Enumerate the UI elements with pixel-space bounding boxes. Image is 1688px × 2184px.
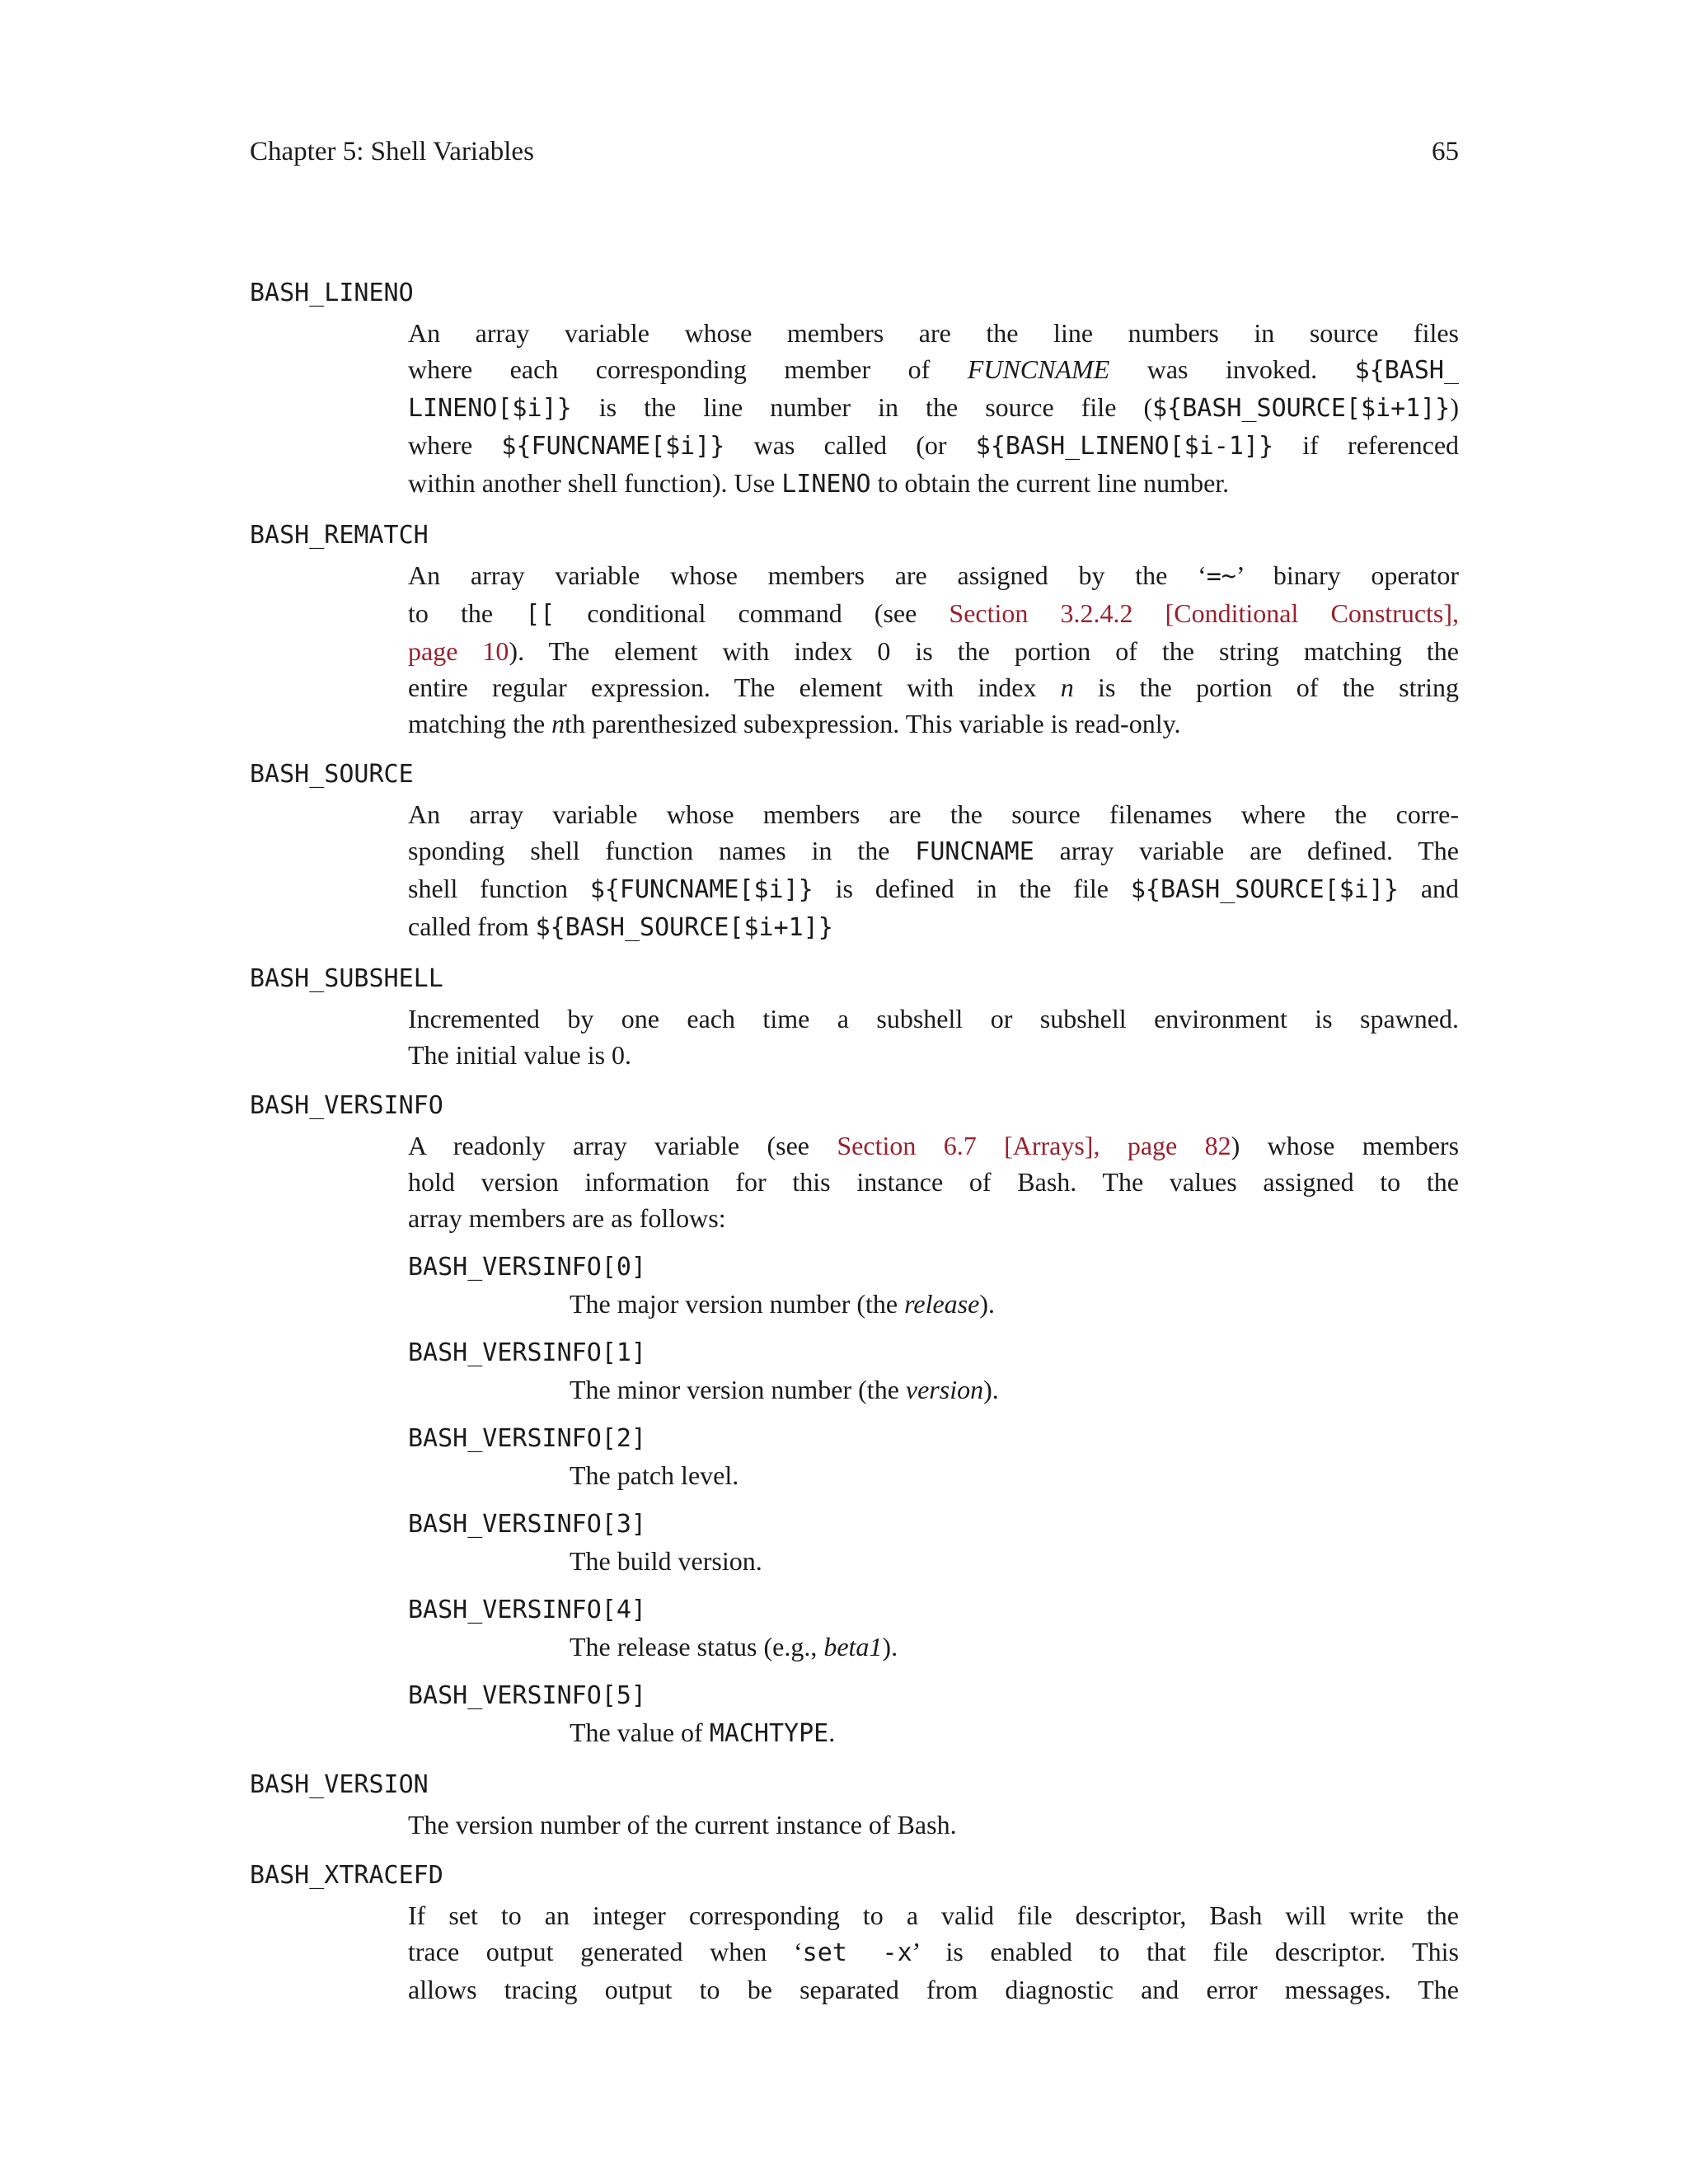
inline-code: ${BASH_SOURCE[$i]} bbox=[1130, 875, 1399, 904]
variable-name: BASH_SOURCE bbox=[250, 760, 414, 789]
text-segment: The build version. bbox=[570, 1546, 762, 1576]
text-segment: th parenthesized subexpression. This variable is read-only. bbox=[565, 709, 1181, 738]
description-line bbox=[408, 465, 1459, 503]
description-line bbox=[408, 1001, 1459, 1037]
text-segment: An array variable whose members are assigned by the ‘ bbox=[408, 560, 1207, 590]
inline-code: MACHTYPE bbox=[709, 1719, 829, 1748]
page-number: 65 bbox=[1432, 137, 1459, 166]
array-member-name: BASH_VERSINFO[4] bbox=[408, 1596, 646, 1624]
sub-entry-versinfo-5 bbox=[408, 1678, 1459, 1752]
text-segment: called from bbox=[408, 912, 536, 941]
description-line bbox=[408, 1971, 1459, 2008]
inline-code: [[ bbox=[525, 600, 556, 629]
sub-entry-versinfo-1 bbox=[408, 1335, 1459, 1408]
variable-name: BASH_VERSINFO bbox=[250, 1091, 443, 1120]
array-member-description bbox=[570, 1286, 1459, 1322]
text-segment: The version number of the current instance of Bash. bbox=[408, 1810, 957, 1840]
variable-name: BASH_XTRACEFD bbox=[250, 1861, 443, 1890]
description-line bbox=[408, 870, 1459, 908]
description-line bbox=[408, 351, 1459, 389]
text-segment: version bbox=[905, 1375, 984, 1404]
description-line bbox=[408, 1200, 1459, 1236]
text-segment: entire regular expression. The element with index bbox=[408, 673, 1061, 702]
inline-code: ${BASH_ bbox=[1354, 356, 1460, 385]
variable-description bbox=[408, 1897, 1459, 2008]
text-segment: n bbox=[1060, 673, 1074, 702]
text-segment: to obtain the current line number. bbox=[870, 468, 1230, 498]
inline-code: LINENO bbox=[781, 470, 871, 499]
text-segment: to the bbox=[408, 598, 526, 628]
array-member-name: BASH_VERSINFO[0] bbox=[408, 1253, 646, 1282]
text-segment: ’ binary operator bbox=[1236, 560, 1460, 590]
inline-code: ${FUNCNAME[$i]} bbox=[501, 432, 725, 461]
entry-bash-xtracefd bbox=[250, 1858, 1459, 2008]
array-member-name: BASH_VERSINFO[5] bbox=[408, 1681, 646, 1710]
entry-bash-versinfo bbox=[250, 1088, 1459, 1752]
array-member-name: BASH_VERSINFO[1] bbox=[408, 1338, 646, 1367]
entry-bash-version bbox=[250, 1767, 1459, 1843]
xref-link[interactable]: Section 3.2.4.2 [Conditional Constructs], bbox=[949, 598, 1460, 628]
chapter-heading: Chapter 5: Shell Variables bbox=[250, 137, 534, 166]
inline-code: ${BASH_LINENO[$i-1]} bbox=[975, 432, 1274, 461]
inline-code: ${BASH_SOURCE[$i+1]} bbox=[535, 913, 833, 942]
inline-code: set -x bbox=[802, 1938, 912, 1967]
sub-entry-versinfo-0 bbox=[408, 1249, 1459, 1322]
description-line bbox=[408, 557, 1459, 595]
array-member-description bbox=[570, 1714, 1459, 1752]
text-segment: The minor version number (the bbox=[570, 1375, 906, 1404]
text-segment: matching the bbox=[408, 709, 552, 738]
entry-bash-rematch bbox=[250, 518, 1459, 742]
description-line bbox=[408, 908, 1459, 946]
text-segment: ). bbox=[983, 1375, 999, 1404]
text-segment: conditional command (see bbox=[555, 598, 950, 628]
description-line bbox=[408, 1037, 1459, 1073]
description-line bbox=[408, 832, 1459, 870]
entry-bash-source bbox=[250, 757, 1459, 946]
text-segment: ’ is enabled to that file descriptor. This bbox=[912, 1937, 1460, 1966]
text-segment: n bbox=[551, 709, 565, 738]
text-segment: The patch level. bbox=[570, 1460, 739, 1490]
description-line bbox=[408, 315, 1459, 351]
text-segment: . bbox=[828, 1718, 836, 1747]
text-segment: beta1 bbox=[823, 1632, 883, 1661]
text-segment: sponding shell function names in the bbox=[408, 836, 916, 865]
text-segment: trace output generated when ‘ bbox=[408, 1937, 803, 1966]
description-line bbox=[408, 1897, 1459, 1933]
description-line bbox=[408, 595, 1459, 633]
text-segment: ). bbox=[979, 1289, 995, 1319]
text-segment: is the portion of the string bbox=[1073, 673, 1460, 702]
variable-description bbox=[408, 1127, 1459, 1752]
text-segment: was called (or bbox=[724, 430, 976, 460]
sub-entry-versinfo-2 bbox=[408, 1421, 1459, 1493]
array-member-description bbox=[570, 1457, 1459, 1493]
text-segment: ) bbox=[1450, 392, 1459, 422]
description-line bbox=[408, 669, 1459, 705]
sub-entry-versinfo-3 bbox=[408, 1507, 1459, 1579]
text-segment: ) whose members bbox=[1231, 1131, 1460, 1160]
variable-description bbox=[408, 557, 1459, 742]
page-header bbox=[250, 137, 1459, 167]
text-segment: array variable are defined. The bbox=[1034, 836, 1460, 865]
inline-code: LINENO[$i]} bbox=[408, 394, 572, 423]
description-line bbox=[408, 427, 1459, 465]
description-line bbox=[408, 1807, 1459, 1843]
text-segment: ). bbox=[882, 1632, 898, 1661]
entry-bash-lineno bbox=[250, 275, 1459, 503]
text-segment: hold version information for this instance of Bash. The values assigned to the bbox=[408, 1167, 1459, 1197]
array-member-description bbox=[570, 1543, 1459, 1579]
text-segment: within another shell function). Use bbox=[408, 468, 782, 498]
variable-name: BASH_VERSION bbox=[250, 1770, 429, 1799]
array-member-name: BASH_VERSINFO[2] bbox=[408, 1424, 646, 1453]
text-segment: An array variable whose members are the line numbers in source files bbox=[408, 318, 1459, 348]
inline-code: ${BASH_SOURCE[$i+1]} bbox=[1152, 394, 1451, 423]
variable-name: BASH_SUBSHELL bbox=[250, 964, 443, 993]
variable-description bbox=[408, 1001, 1459, 1073]
array-member-name: BASH_VERSINFO[3] bbox=[408, 1510, 646, 1539]
text-segment: and bbox=[1398, 874, 1460, 903]
text-segment: The value of bbox=[570, 1718, 710, 1747]
text-segment: The initial value is 0. bbox=[408, 1040, 632, 1070]
text-segment: allows tracing output to be separated from diagnostic and error messages. The bbox=[408, 1975, 1459, 2004]
text-segment: Incremented by one each time a subshell or subshell environment is spawned. bbox=[408, 1004, 1459, 1033]
array-member-description bbox=[570, 1629, 1459, 1665]
variable-list bbox=[250, 275, 1459, 2008]
variable-name: BASH_REMATCH bbox=[250, 521, 429, 550]
entry-bash-subshell bbox=[250, 961, 1459, 1073]
variable-description bbox=[408, 796, 1459, 946]
description-line bbox=[408, 389, 1459, 427]
text-segment: array members are as follows: bbox=[408, 1203, 726, 1233]
text-segment: An array variable whose members are the source filenames where the corre- bbox=[408, 799, 1459, 829]
text-segment: A readonly array variable (see bbox=[408, 1131, 837, 1160]
inline-code: ${FUNCNAME[$i]} bbox=[589, 875, 814, 904]
description-line bbox=[408, 705, 1459, 742]
inline-code: FUNCNAME bbox=[915, 837, 1034, 866]
text-segment: where bbox=[408, 430, 502, 460]
description-line bbox=[408, 1127, 1459, 1164]
text-segment: FUNCNAME bbox=[967, 354, 1110, 384]
text-segment: The release status (e.g., bbox=[570, 1632, 824, 1661]
text-segment: is defined in the file bbox=[813, 874, 1131, 903]
variable-description bbox=[408, 1807, 1459, 1843]
description-line bbox=[408, 796, 1459, 832]
xref-link[interactable]: page 10 bbox=[408, 636, 509, 666]
description-line bbox=[408, 1164, 1459, 1200]
text-segment: is the line number in the source file ( bbox=[571, 392, 1153, 422]
description-line bbox=[408, 633, 1459, 669]
text-segment: release bbox=[904, 1289, 980, 1319]
text-segment: was invoked. bbox=[1109, 354, 1355, 384]
sub-entry-versinfo-4 bbox=[408, 1592, 1459, 1665]
variable-name: BASH_LINENO bbox=[250, 279, 414, 307]
text-segment: If set to an integer corresponding to a valid file descriptor, Bash will write the bbox=[408, 1900, 1459, 1930]
inline-code: =~ bbox=[1206, 562, 1236, 591]
text-segment: The major version number (the bbox=[570, 1289, 905, 1319]
variable-description bbox=[408, 315, 1459, 503]
xref-link[interactable]: Section 6.7 [Arrays], page 82 bbox=[837, 1131, 1231, 1160]
text-segment: ). The element with index 0 is the portion of the string matching the bbox=[509, 636, 1460, 666]
text-segment: shell function bbox=[408, 874, 590, 903]
text-segment: where each corresponding member of bbox=[408, 354, 968, 384]
text-segment: if referenced bbox=[1273, 430, 1460, 460]
array-member-description bbox=[570, 1371, 1459, 1408]
description-line bbox=[408, 1933, 1459, 1971]
